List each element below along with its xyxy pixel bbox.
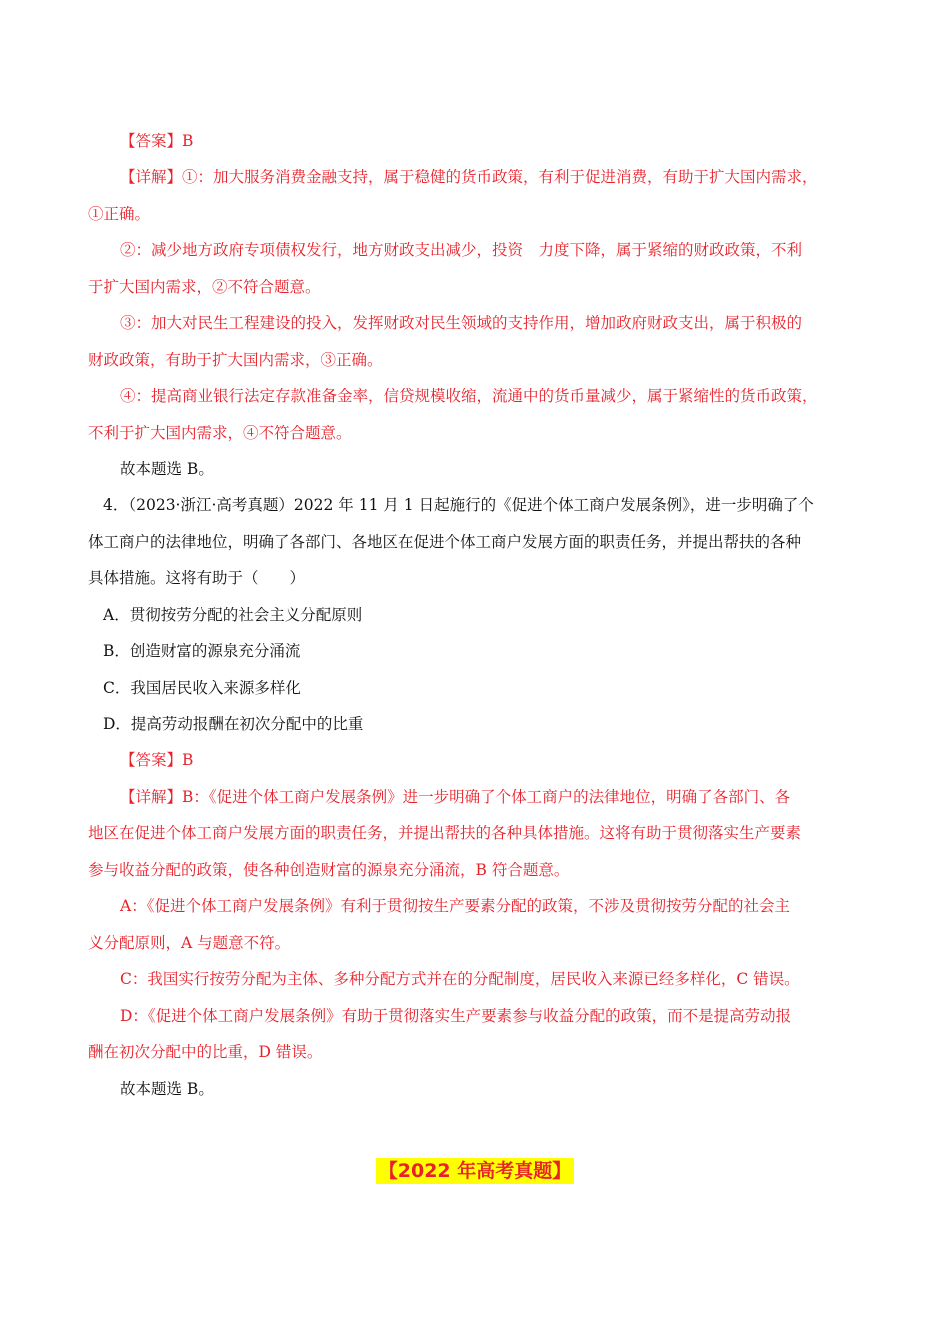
q3-detail-line: ①正确。 [88, 205, 151, 223]
section-heading [0, 1158, 950, 1184]
q4-option-d: D．提高劳动报酬在初次分配中的比重 [103, 715, 364, 733]
q4-detail-line: 义分配原则，A 与题意不符。 [88, 934, 291, 952]
q4-detail-line: 参与收益分配的政策，使各种创造财富的源泉充分涌流，B 符合题意。 [88, 861, 570, 879]
q3-detail-line: ②：减少地方政府专项债权发行，地方财政支出减少，投资 力度下降，属于紧缩的财政政策，不利 [120, 241, 803, 259]
q3-detail-line: 【详解】①：加大服务消费金融支持，属于稳健的货币政策，有利于促进消费，有助于扩大国内需求， [120, 168, 818, 186]
q4-option-c: C．我国居民收入来源多样化 [103, 679, 301, 697]
q4-stem-line: 具体措施。这将有助于（ ） [88, 569, 306, 587]
q4-stem-line: 体工商户的法律地位，明确了各部门、各地区在促进个体工商户发展方面的职责任务，并提出帮扶的各种 [88, 533, 802, 551]
q3-detail-line: ③：加大对民生工程建设的投入，发挥财政对民生领域的支持作用，增加政府财政支出，属于积极的 [120, 314, 803, 332]
q3-detail-line: 财政政策，有助于扩大国内需求，③正确。 [88, 351, 383, 369]
q3-detail-line: 于扩大国内需求，②不符合题意。 [88, 278, 321, 296]
q3-detail-line: 不利于扩大国内需求，④不符合题意。 [88, 424, 352, 442]
q4-detail-line: 地区在促进个体工商户发展方面的职责任务，并提出帮扶的各种具体措施。这将有助于贯彻落实生产要素 [88, 824, 802, 842]
section-heading-label: 【2022 年高考真题】 [376, 1158, 575, 1184]
q4-detail-line: 【详解】B：《促进个体工商户发展条例》进一步明确了个体工商户的法律地位，明确了各部门、各 [120, 788, 791, 806]
q4-detail-line: 酬在初次分配中的比重，D 错误。 [88, 1043, 323, 1061]
q4-option-a: A．贯彻按劳分配的社会主义分配原则 [103, 606, 363, 624]
q4-conclusion: 故本题选 B。 [120, 1080, 214, 1098]
q3-conclusion: 故本题选 B。 [120, 460, 214, 478]
q4-answer: 【答案】B [120, 751, 194, 769]
q4-detail-line: C：我国实行按劳分配为主体、多种分配方式并在的分配制度，居民收入来源已经多样化，C 错误。 [120, 970, 800, 988]
q4-option-b: B．创造财富的源泉充分涌流 [103, 642, 301, 660]
q4-detail-line: A：《促进个体工商户发展条例》有利于贯彻按生产要素分配的政策，不涉及贯彻按劳分配的社会主 [120, 897, 790, 915]
q3-detail-line: ④：提高商业银行法定存款准备金率，信贷规模收缩，流通中的货币量减少，属于紧缩性的货币政策， [120, 387, 818, 405]
q4-detail-line: D：《促进个体工商户发展条例》有助于贯彻落实生产要素参与收益分配的政策，而不是提高劳动报 [120, 1007, 792, 1025]
q4-stem-line: 4．（2023·浙江·高考真题）2022 年 11 月 1 日起施行的《促进个体工商户发展条例》，进一步明确了个 [103, 496, 814, 514]
q3-answer: 【答案】B [120, 132, 194, 150]
